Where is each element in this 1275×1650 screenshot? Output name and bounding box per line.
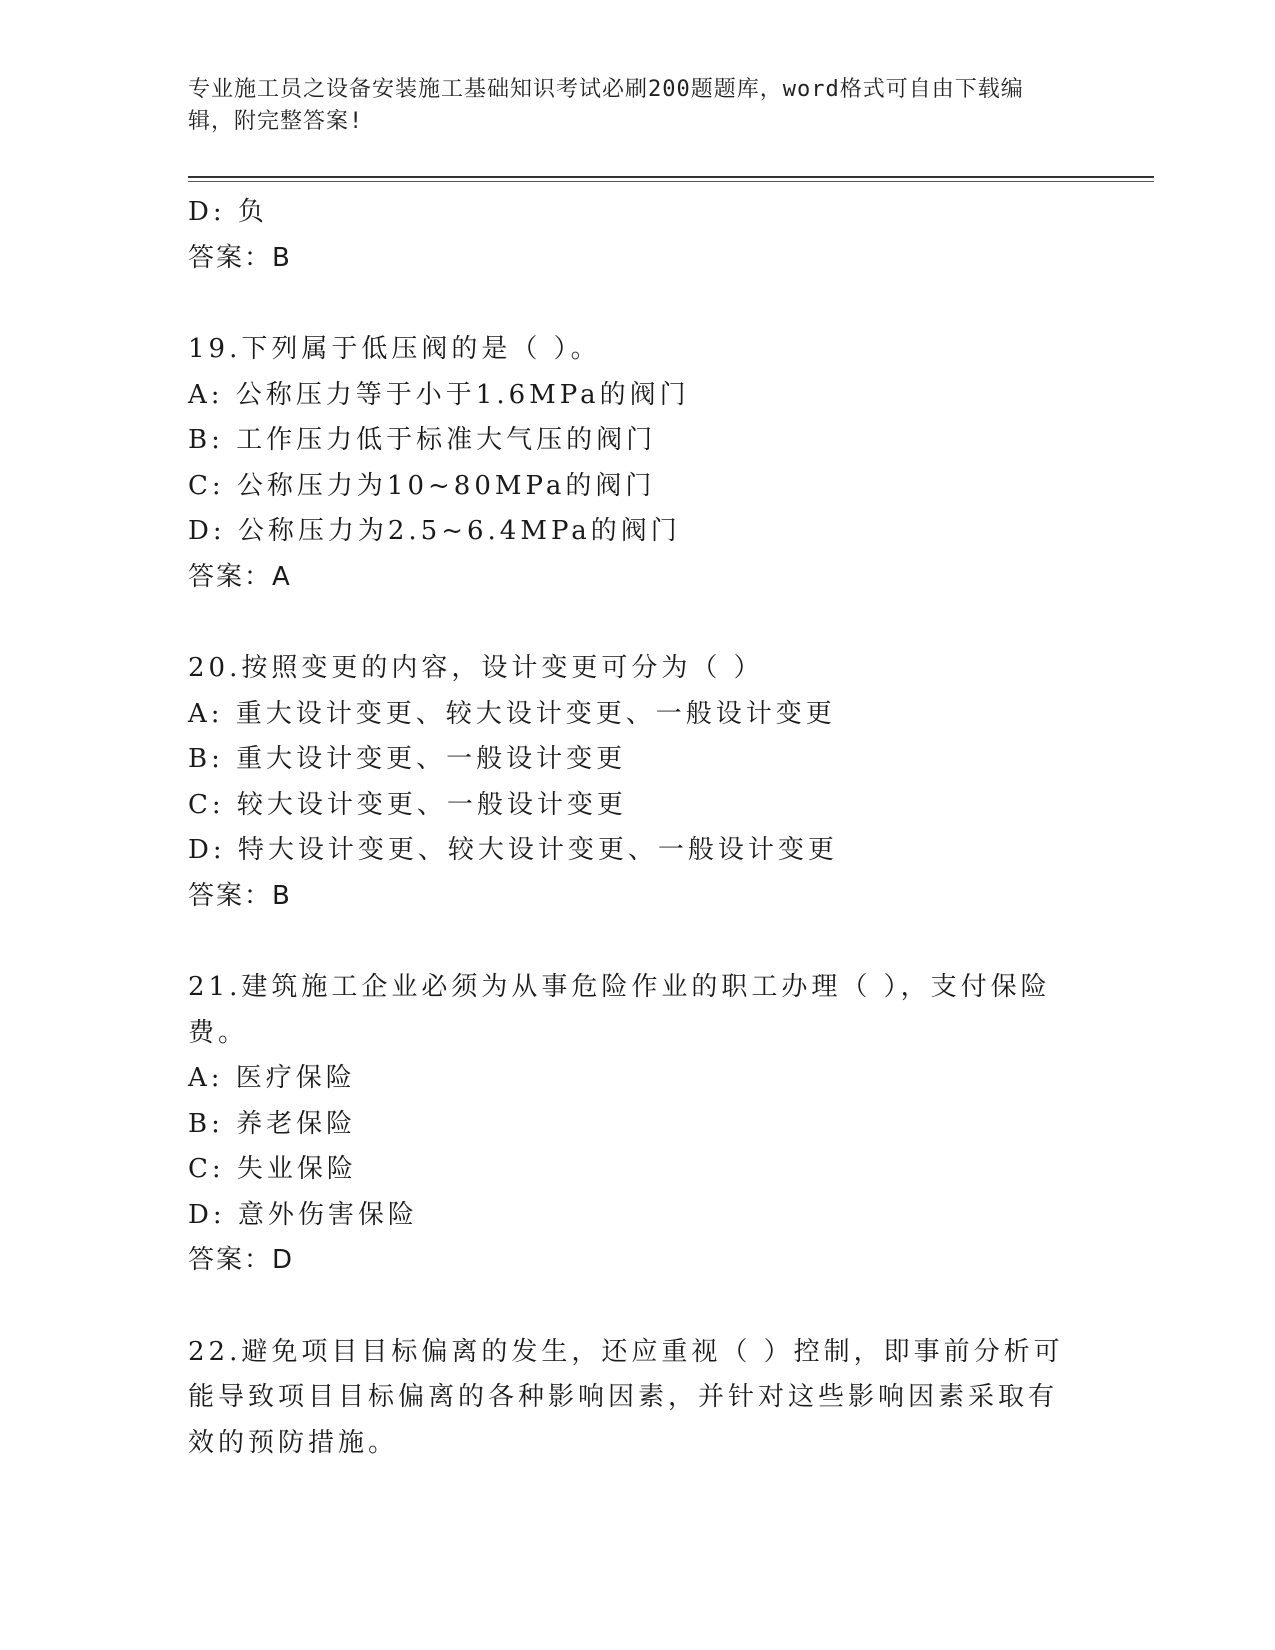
- question-21: [188, 965, 1068, 1284]
- question-19: [188, 327, 1068, 600]
- option-d: D: 特大设计变更、较大设计变更、一般设计变更: [188, 835, 838, 865]
- document-header: 专业施工员之设备安装施工基础知识考试必刷200题题库，word格式可自由下载编辑，附完整答案!: [188, 77, 1024, 134]
- option-d: D: 公称压力为2.5~6.4MPa的阀门: [188, 516, 681, 546]
- question-content: [188, 190, 1068, 1466]
- header-divider: [188, 176, 1154, 178]
- question-stem: 20.按照变更的内容，设计变更可分为（ ）: [188, 653, 764, 683]
- option-c: C: 失业保险: [188, 1154, 357, 1184]
- option-a: A: 重大设计变更、较大设计变更、一般设计变更: [188, 698, 836, 729]
- option-b: B: 重大设计变更、一般设计变更: [188, 744, 627, 774]
- option-c: C: 较大设计变更、一般设计变更: [188, 789, 627, 820]
- question-20: [188, 646, 1068, 919]
- option-d: D: 负: [188, 197, 268, 227]
- question-22: [188, 1330, 1068, 1467]
- question-stem: 21.建筑施工企业必须为从事危险作业的职工办理（ ），支付保险费。: [188, 972, 1051, 1048]
- option-b: B: 工作压力低于标准大气压的阀门: [188, 425, 657, 455]
- option-a: A: 公称压力等于小于1.6MPa的阀门: [188, 379, 690, 410]
- header-divider-thin: [188, 181, 1154, 182]
- answer-label: 答案：B: [188, 242, 292, 273]
- question-stem: 22.避免项目目标偏离的发生，还应重视（ ）控制，即事前分析可能导致项目目标偏离的各种影响因素，并针对这些影响因素采取有效的预防措施。: [188, 1336, 1064, 1458]
- option-d: D: 意外伤害保险: [188, 1199, 418, 1230]
- answer-label: 答案：D: [188, 1245, 295, 1275]
- answer-label: 答案：B: [188, 880, 292, 911]
- question-18-tail: [188, 190, 1068, 281]
- question-stem: 19.下列属于低压阀的是（ ）。: [188, 334, 601, 364]
- option-b: B: 养老保险: [188, 1108, 357, 1139]
- answer-label: 答案：A: [188, 561, 292, 592]
- option-a: A: 医疗保险: [188, 1063, 356, 1093]
- option-c: C: 公称压力为10~80MPa的阀门: [188, 470, 656, 501]
